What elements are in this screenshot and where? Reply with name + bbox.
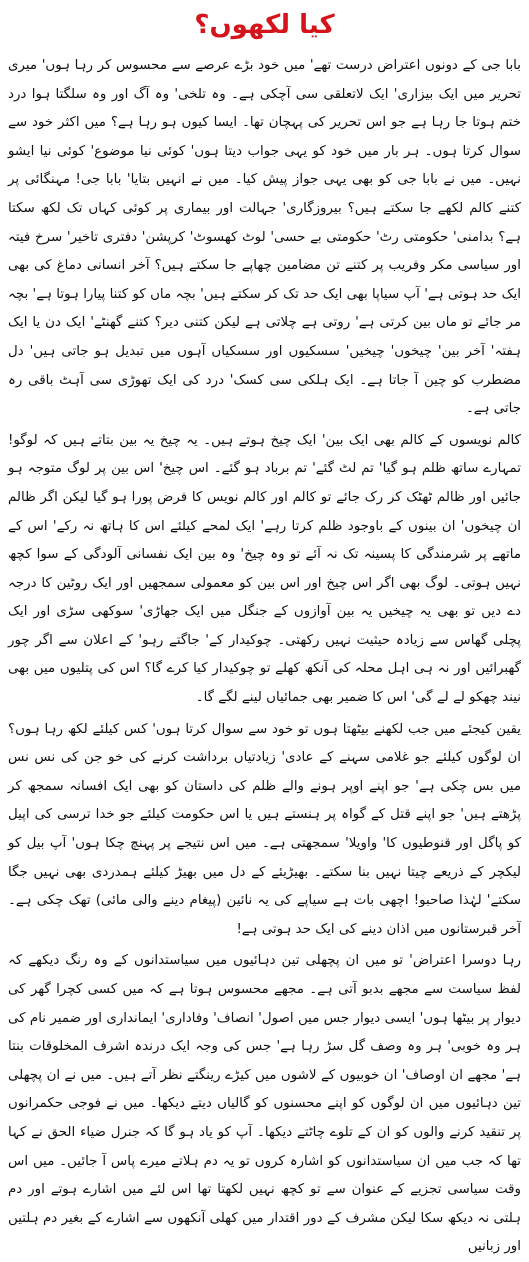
- paragraph-2: کالم نویسوں کے کالم بھی ایک بین' ایک چیخ ہوتے ہیں۔ یہ چیخ یہ بین بتاتے ہیں کہ لوگو! تمہارے ساتھ ظلم ہو گیا' تم لٹ گئے' تم برباد ہو گئے۔ اس چیخ' اس بین پر لوگ متوجہ ہو جائیں اور ظالم ٹھٹک کر رک جائے تو کالم اور کالم نویس کا فرض پورا ہو گیا لیکن اگر ظالم ان چیخوں' ان بینوں کے باوجود ظلم کرتا رہے' ایک لمحے کیلئے اس کا ہاتھ نہ رکے' اس کے ماتھے پر شرمندگی کا پسینہ تک نہ آئے تو وہ چیخ' وہ بین ایک نفسانی آلودگی کے سوا کچھ نہیں ہوتی۔ لوگ بھی اگر اس چیخ اور اس بین کو معمولی سمجھیں اور ایک روٹین کا درجہ دے دیں تو بھی یہ چیخیں یہ بین آوازوں کے جنگل میں ایک جھاڑی' سوکھی سڑی اور ایک پچلی گھاس سے زیادہ حیثیت نہیں رکھتی۔ چوکیدار کے' جاگتے رہو' کے اعلان سے اگر چور گھبرائیں اور نہ ہی اہل محلہ کی آنکھ کھلے تو چوکیدار کیا کرے گا؟ اس کی پتلیوں میں بھی نیند چھکو لے لے گی' اس کا ضمیر بھی جمائیاں لینے لگے گا۔: [8, 432, 521, 706]
- paragraph-1: بابا جی کے دونوں اعتراض درست تھے' میں خود بڑے عرصے سے محسوس کر رہا ہوں' میری تحریر میں ایک بیزاری' ایک لاتعلقی سی آچکی ہے۔ وہ تلخی' وہ آگ اور وہ سلگتا ہوا درد ختم ہوتا جا رہا ہے جو اس تحریر کی پہچان تھا۔ ایسا کیوں ہو رہا ہے؟ میں اکثر خود سے سوال کرتا ہوں۔ ہر بار میں خود کو یہی جواب دیتا ہوں' کوئی نیا موضوع' کوئی نیا ایشو نہیں۔ میں نے بابا جی کو بھی یہی جواز پیش کیا۔ میں نے انہیں بتایا' بابا جی! مہنگائی پر کتنے کالم لکھے جا سکتے ہیں؟ بیروزگاری' جہالت اور بیماری پر کوئی کہاں تک لکھ سکتا ہے؟ بدامنی' حکومتی رٹ' حکومتی بے حسی' لوٹ کھسوٹ' کرپشن' دفتری تاخیر' سرخ فیتہ اور سیاسی مکر وفریب پر کتنے تن مضامین چھاپے جا سکتے ہیں؟ آخر انسانی دماغ کی بھی ایک حد ہوتی ہے' آپ سیاپا بھی ایک حد تک کر سکتے ہیں' بچہ ماں کو کتنا پیارا ہوتا ہے' بچہ مر جائے تو ماں بین کرتی ہے' روتی ہے چلاتی ہے لیکن کتنی دیر؟ کتنے گھنٹے' ایک دن یا ایک ہفتہ' آخر بین' چیخوں' چیخیں' سسکیوں اور سسکیاں آہوں میں تبدیل ہو جاتی ہیں' دل مضطرب کو چین آ جاتا ہے۔ ایک ہلکی سی کسک' درد کی ایک تھوڑی سی آہٹ باقی رہ جاتی ہے۔: [8, 58, 521, 417]
- paragraph-4: رہا دوسرا اعتراض' تو میں ان پچھلی تین دہائیوں میں سیاستدانوں کے وہ رنگ دیکھے کہ لفظ سیاست سے مجھے بدبو آتی ہے۔ مجھے محسوس ہوتا ہے کہ میں کسی کچرا گھر کی دیوار پر بیٹھا ہوں' ایسی دیوار جس میں اصول' انصاف' وفاداری' ایمانداری اور ضمیر نام کی ہر وہ خوبی' ہر وہ وصف گل سڑ رہا ہے' جس کی وجہ ایک درندہ اشرف المخلوقات بنتا ہے' مجھے ان اوصاف' ان خوبیوں کے لاشوں میں کیڑے رینگتے نظر آتے ہیں۔ میں نے ان پچھلی تین دہائیوں میں ان لوگوں کو اپنے محسنوں کو گالیاں دیتے دیکھا۔ میں نے فوجی حکمرانوں پر تنقید کرنے والوں کو ان کے تلوے چاٹتے دیکھا۔ آپ کو یاد ہو گا کہ جنرل ضیاء الحق نے کہا تھا کہ جب میں ان سیاستدانوں کو اشارہ کروں تو یہ دم ہلاتے میرے پاس آ جائیں۔ میں اس وقت سیاسی تجزیے کے عنوان سے تو کچھ نہیں لکھتا تھا اس لئے میں اشارے ہوتے اور دم ہلتی نہ دیکھ سکا لیکن مشرف کے دور اقتدار میں کھلی آنکھوں سے اشارے کے بغیر دم ہلتیں اور زبانیں: [8, 953, 521, 1255]
- paragraph-3: یقین کیجئے میں جب لکھنے بیٹھتا ہوں تو خود سے سوال کرتا ہوں' کس کیلئے لکھ رہا ہوں؟ ان لوگوں کیلئے جو غلامی سہنے کے عادی' زیادتیاں برداشت کرنے کی خو جن کی نس نس میں بس چکی ہے' جو اپنے اوپر ہونے والے ظلم کی داستان کو بھی ایک افسانہ سمجھ کر پڑھتے ہیں' جو اپنے قتل کے گواہ پر ہنستے ہیں یا اس حکومت کیلئے جو خدا ترسی کی اپیل کو پاگل اور قنوطیوں کا' واویلا' سمجھتی ہے۔ میں اس نتیجے پر پہنچ چکا ہوں' آپ بیل کو لیکچر کے ذریعے چیتا نہیں بنا سکتے۔ بھیڑیئے کے دل میں بھیڑ کیلئے ہمدردی بھی نہیں جگا سکتے' لہٰذا صاحبو! اچھی بات ہے سیاپے کی یہ نائین (پیغام دینے والی مائی) تھک چکی ہے۔ آخر قبرستانوں میں اذان دینے کی ایک حد ہوتی ہے!: [8, 721, 521, 937]
- article-title: کیا لکھوں؟: [194, 10, 335, 40]
